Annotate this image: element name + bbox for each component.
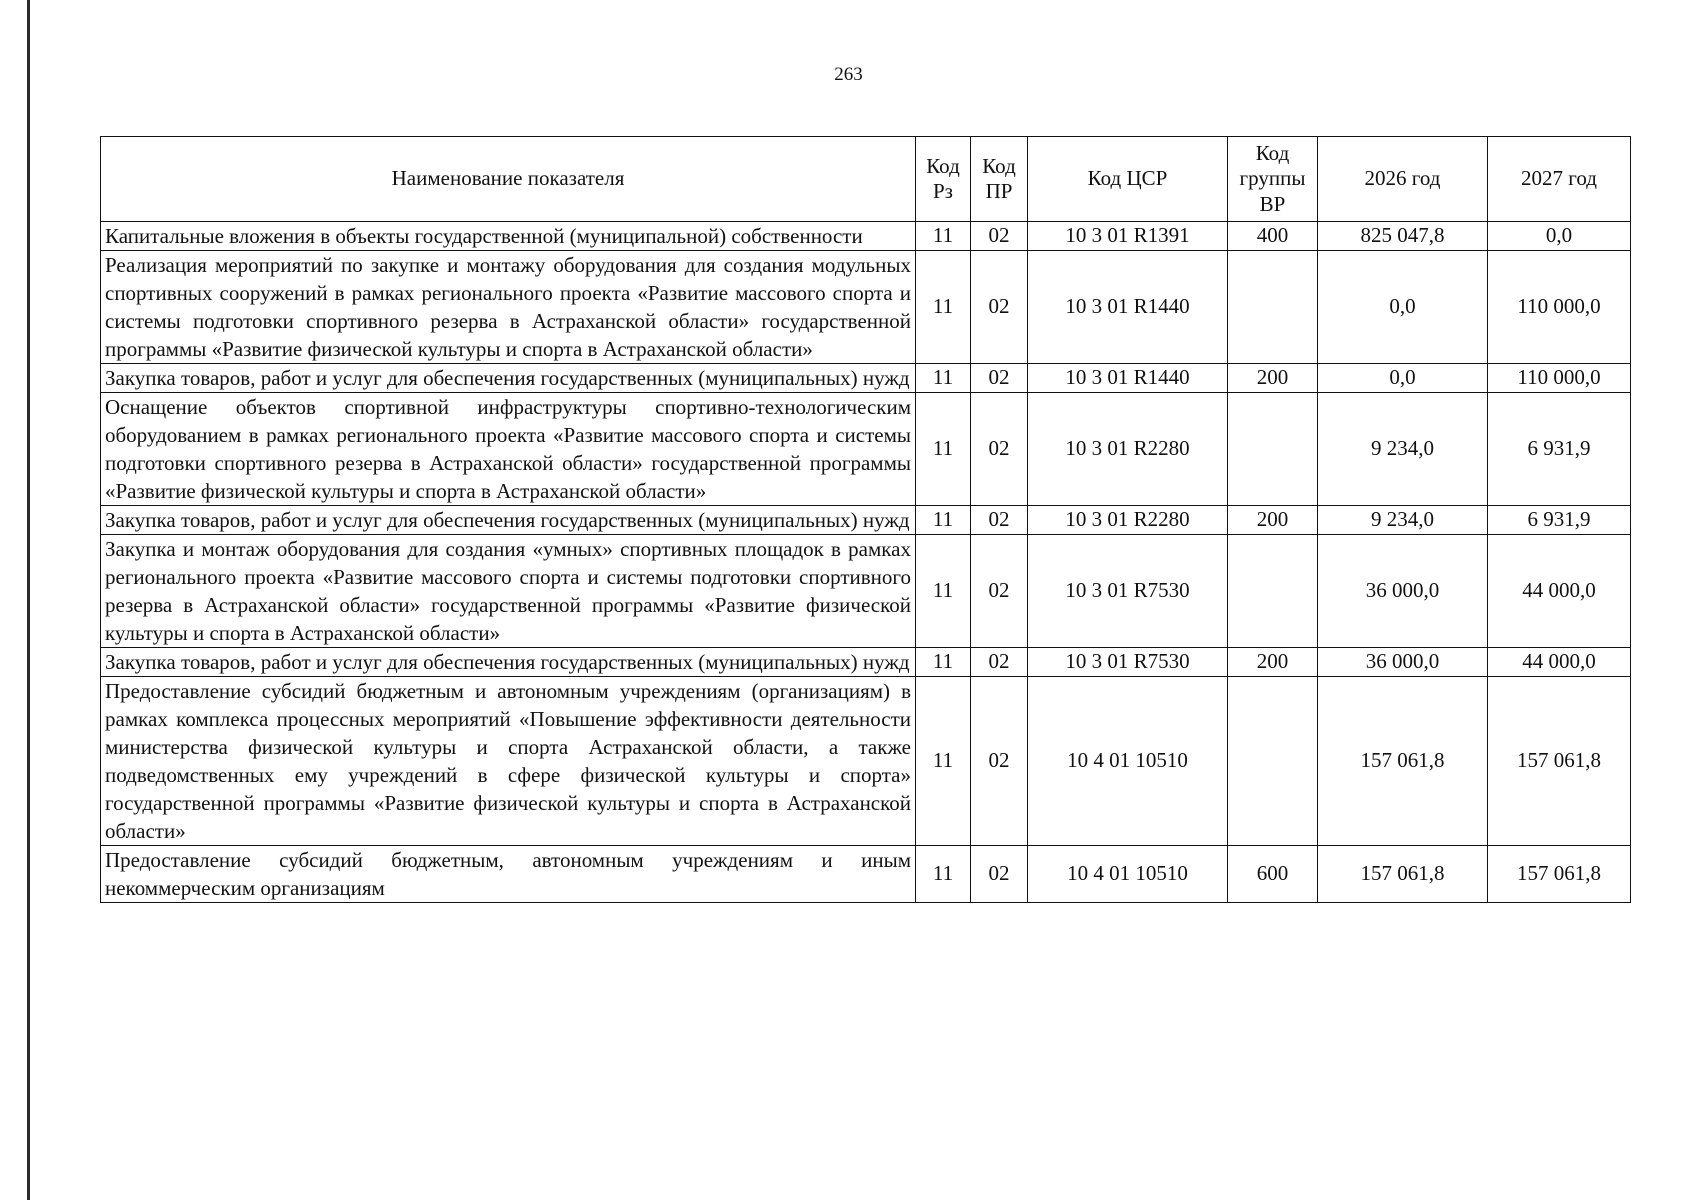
cell-2026: 36 000,0 xyxy=(1318,648,1488,677)
cell-pr: 02 xyxy=(971,251,1028,364)
cell-name: Закупка товаров, работ и услуг для обеспечения государственных (муниципальных) нужд xyxy=(101,648,916,677)
cell-csr: 10 4 01 10510 xyxy=(1028,677,1228,846)
cell-2026: 36 000,0 xyxy=(1318,535,1488,648)
cell-vr: 200 xyxy=(1228,364,1318,393)
cell-name: Предоставление субсидий бюджетным, автономным учреждениям и иным некоммерческим организациям xyxy=(101,846,916,903)
cell-pr: 02 xyxy=(971,364,1028,393)
table-header-row xyxy=(101,137,1631,222)
cell-csr: 10 3 01 R1440 xyxy=(1028,364,1228,393)
cell-vr xyxy=(1228,677,1318,846)
cell-csr: 10 3 01 R1391 xyxy=(1028,222,1228,251)
cell-pr: 02 xyxy=(971,677,1028,846)
cell-2026: 9 234,0 xyxy=(1318,506,1488,535)
header-name: Наименование показателя xyxy=(101,137,916,222)
budget-table xyxy=(100,136,1631,903)
cell-vr xyxy=(1228,393,1318,506)
cell-rz: 11 xyxy=(916,535,971,648)
cell-rz: 11 xyxy=(916,251,971,364)
cell-csr: 10 3 01 R7530 xyxy=(1028,648,1228,677)
page-number: 263 xyxy=(834,64,863,85)
cell-vr xyxy=(1228,251,1318,364)
cell-vr: 200 xyxy=(1228,506,1318,535)
cell-rz: 11 xyxy=(916,393,971,506)
header-rz: Код Рз xyxy=(916,137,971,222)
cell-rz: 11 xyxy=(916,222,971,251)
table-row xyxy=(101,393,1631,506)
table-row xyxy=(101,506,1631,535)
cell-vr xyxy=(1228,535,1318,648)
cell-2027: 110 000,0 xyxy=(1488,251,1631,364)
cell-2027: 6 931,9 xyxy=(1488,506,1631,535)
cell-2026: 0,0 xyxy=(1318,364,1488,393)
table-row xyxy=(101,364,1631,393)
cell-2026: 157 061,8 xyxy=(1318,846,1488,903)
header-vr: Код группы ВР xyxy=(1228,137,1318,222)
table-row xyxy=(101,535,1631,648)
cell-name: Закупка товаров, работ и услуг для обеспечения государственных (муниципальных) нужд xyxy=(101,364,916,393)
cell-2027: 44 000,0 xyxy=(1488,648,1631,677)
cell-2027: 44 000,0 xyxy=(1488,535,1631,648)
cell-csr: 10 3 01 R1440 xyxy=(1028,251,1228,364)
cell-csr: 10 3 01 R2280 xyxy=(1028,393,1228,506)
cell-pr: 02 xyxy=(971,648,1028,677)
cell-vr: 600 xyxy=(1228,846,1318,903)
cell-2026: 825 047,8 xyxy=(1318,222,1488,251)
cell-name: Закупка и монтаж оборудования для создания «умных» спортивных площадок в рамках регионального проекта «Развитие массового спорта и системы подготовки спортивного резерва в Астраханской области» государственной программы «Развитие физической культуры и спорта в Астраханской области» xyxy=(101,535,916,648)
table-body xyxy=(101,222,1631,903)
cell-name: Закупка товаров, работ и услуг для обеспечения государственных (муниципальных) нужд xyxy=(101,506,916,535)
cell-vr: 400 xyxy=(1228,222,1318,251)
cell-2027: 110 000,0 xyxy=(1488,364,1631,393)
table-row xyxy=(101,648,1631,677)
scan-edge-line xyxy=(27,0,30,1200)
cell-csr: 10 3 01 R7530 xyxy=(1028,535,1228,648)
cell-rz: 11 xyxy=(916,648,971,677)
cell-2027: 157 061,8 xyxy=(1488,677,1631,846)
cell-2027: 0,0 xyxy=(1488,222,1631,251)
cell-rz: 11 xyxy=(916,677,971,846)
cell-name: Капитальные вложения в объекты государственной (муниципальной) собственности xyxy=(101,222,916,251)
cell-rz: 11 xyxy=(916,846,971,903)
header-csr: Код ЦСР xyxy=(1028,137,1228,222)
cell-2027: 157 061,8 xyxy=(1488,846,1631,903)
cell-csr: 10 4 01 10510 xyxy=(1028,846,1228,903)
cell-pr: 02 xyxy=(971,846,1028,903)
table-row xyxy=(101,222,1631,251)
cell-pr: 02 xyxy=(971,222,1028,251)
header-2027: 2027 год xyxy=(1488,137,1631,222)
cell-2026: 9 234,0 xyxy=(1318,393,1488,506)
cell-name: Предоставление субсидий бюджетным и автономным учреждениям (организациям) в рамках комплекса процессных мероприятий «Повышение эффективности деятельности министерства физической культуры и спорта Астраханской области, а также подведомственных ему учреждений в сфере физической культуры и спорта» государственной программы «Развитие физической культуры и спорта в Астраханской области» xyxy=(101,677,916,846)
cell-2027: 6 931,9 xyxy=(1488,393,1631,506)
cell-csr: 10 3 01 R2280 xyxy=(1028,506,1228,535)
header-2026: 2026 год xyxy=(1318,137,1488,222)
table-row xyxy=(101,251,1631,364)
cell-rz: 11 xyxy=(916,506,971,535)
cell-name: Оснащение объектов спортивной инфраструктуры спортивно-технологическим оборудованием в рамках регионального проекта «Развитие массового спорта и системы подготовки спортивного резерва в Астраханской области» государственной программы «Развитие физической культуры и спорта в Астраханской области» xyxy=(101,393,916,506)
cell-2026: 0,0 xyxy=(1318,251,1488,364)
cell-pr: 02 xyxy=(971,393,1028,506)
cell-name: Реализация мероприятий по закупке и монтажу оборудования для создания модульных спортивных сооружений в рамках регионального проекта «Развитие массового спорта и системы подготовки спортивного резерва в Астраханской области» государственной программы «Развитие физической культуры и спорта в Астраханской области» xyxy=(101,251,916,364)
header-pr: Код ПР xyxy=(971,137,1028,222)
cell-2026: 157 061,8 xyxy=(1318,677,1488,846)
cell-vr: 200 xyxy=(1228,648,1318,677)
table-row xyxy=(101,677,1631,846)
cell-pr: 02 xyxy=(971,535,1028,648)
cell-rz: 11 xyxy=(916,364,971,393)
cell-pr: 02 xyxy=(971,506,1028,535)
table-row xyxy=(101,846,1631,903)
